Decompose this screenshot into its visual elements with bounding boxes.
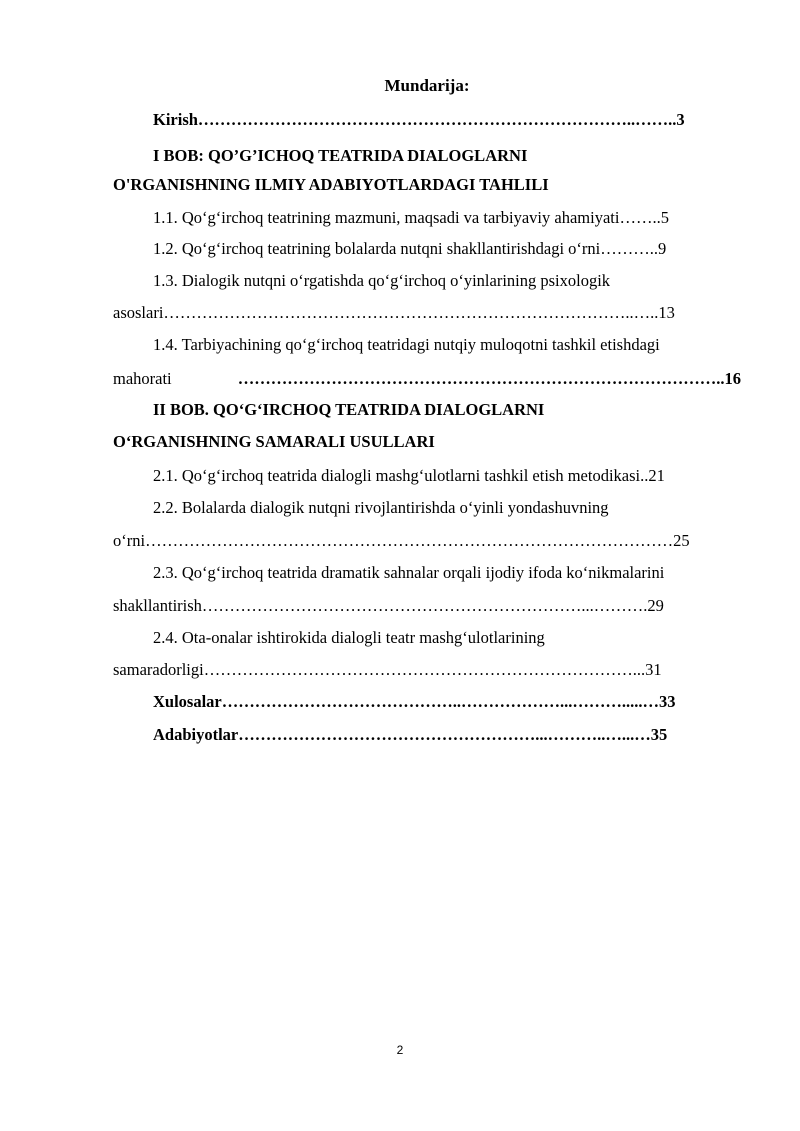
toc-chapter-2-line-2: O‘RGANISHNING SAMARALI USULLARI <box>113 432 435 451</box>
toc-title: Mundarija: <box>384 76 470 95</box>
toc-entry-2-3-line-1: 2.3. Qo‘g‘irchoq teatrida dramatik sahnalar orqali ijodiy ifoda ko‘nikmalarini <box>153 563 665 582</box>
toc-entry-1-3-line-2: asoslari…………………………………………………………………………..…..13 <box>113 303 675 322</box>
toc-entry-2-1: 2.1. Qo‘g‘irchoq teatrida dialogli mashg‘ulotlarni tashkil etish metodikasi..21 <box>153 466 665 485</box>
toc-entry-xulosalar: Xulosalar……………………………………..………………...……….....…33 <box>153 692 676 711</box>
toc-entry-2-2-line-1: 2.2. Bolalarda dialogik nutqni rivojlantirishda o‘yinli yondashuvning <box>153 498 609 517</box>
toc-entry-2-2-line-2: o‘rni……………………………………………………………………………………25 <box>113 531 690 550</box>
toc-chapter-2-line-1: II BOB. QO‘G‘IRCHOQ TEATRIDA DIALOGLARNI <box>153 400 545 419</box>
toc-entry-1-2: 1.2. Qo‘g‘irchoq teatrining bolalarda nutqni shakllantirishdagi o‘rni………..9 <box>153 239 667 258</box>
toc-entry-1-3-line-1: 1.3. Dialogik nutqni o‘rgatishda qo‘g‘irchoq o‘yinlarining psixologik <box>153 271 611 290</box>
toc-entry-2-4-line-1: 2.4. Ota-onalar ishtirokida dialogli teatr mashg‘ulotlarining <box>153 628 545 647</box>
toc-chapter-1-line-2: O'RGANISHNING ILMIY ADABIYOTLARDAGI TAHLILI <box>113 175 549 194</box>
toc-entry-1-4-line-1: 1.4. Tarbiyachining qo‘g‘irchoq teatridagi nutqiy muloqotni tashkil etishdagi <box>153 335 660 354</box>
toc-entry-adabiyotlar: Adabiyotlar………………………………………………...………..…...…35 <box>153 725 668 744</box>
toc-entry-2-3-line-2: shakllantirish……………………………………………………………...……….29 <box>113 596 664 615</box>
toc-entry-1-4-line-2-label: mahorati <box>113 369 172 388</box>
toc-entry-1-4-leader: ……………………………………………………………………………..16 <box>237 369 741 388</box>
toc-entry-2-4-line-2: samaradorligi……………………………………………………………………...31 <box>113 660 662 679</box>
toc-entry-kirish: Kirish……………………………………………………………………..……..3 <box>153 110 685 129</box>
toc-chapter-1-line-1: I BOB: QO’G’ICHOQ TEATRIDA DIALOGLARNI <box>153 146 528 165</box>
page-number: 2 <box>396 1043 404 1057</box>
toc-entry-1-1: 1.1. Qo‘g‘irchoq teatrining mazmuni, maqsadi va tarbiyaviy ahamiyati……..5 <box>153 208 669 227</box>
